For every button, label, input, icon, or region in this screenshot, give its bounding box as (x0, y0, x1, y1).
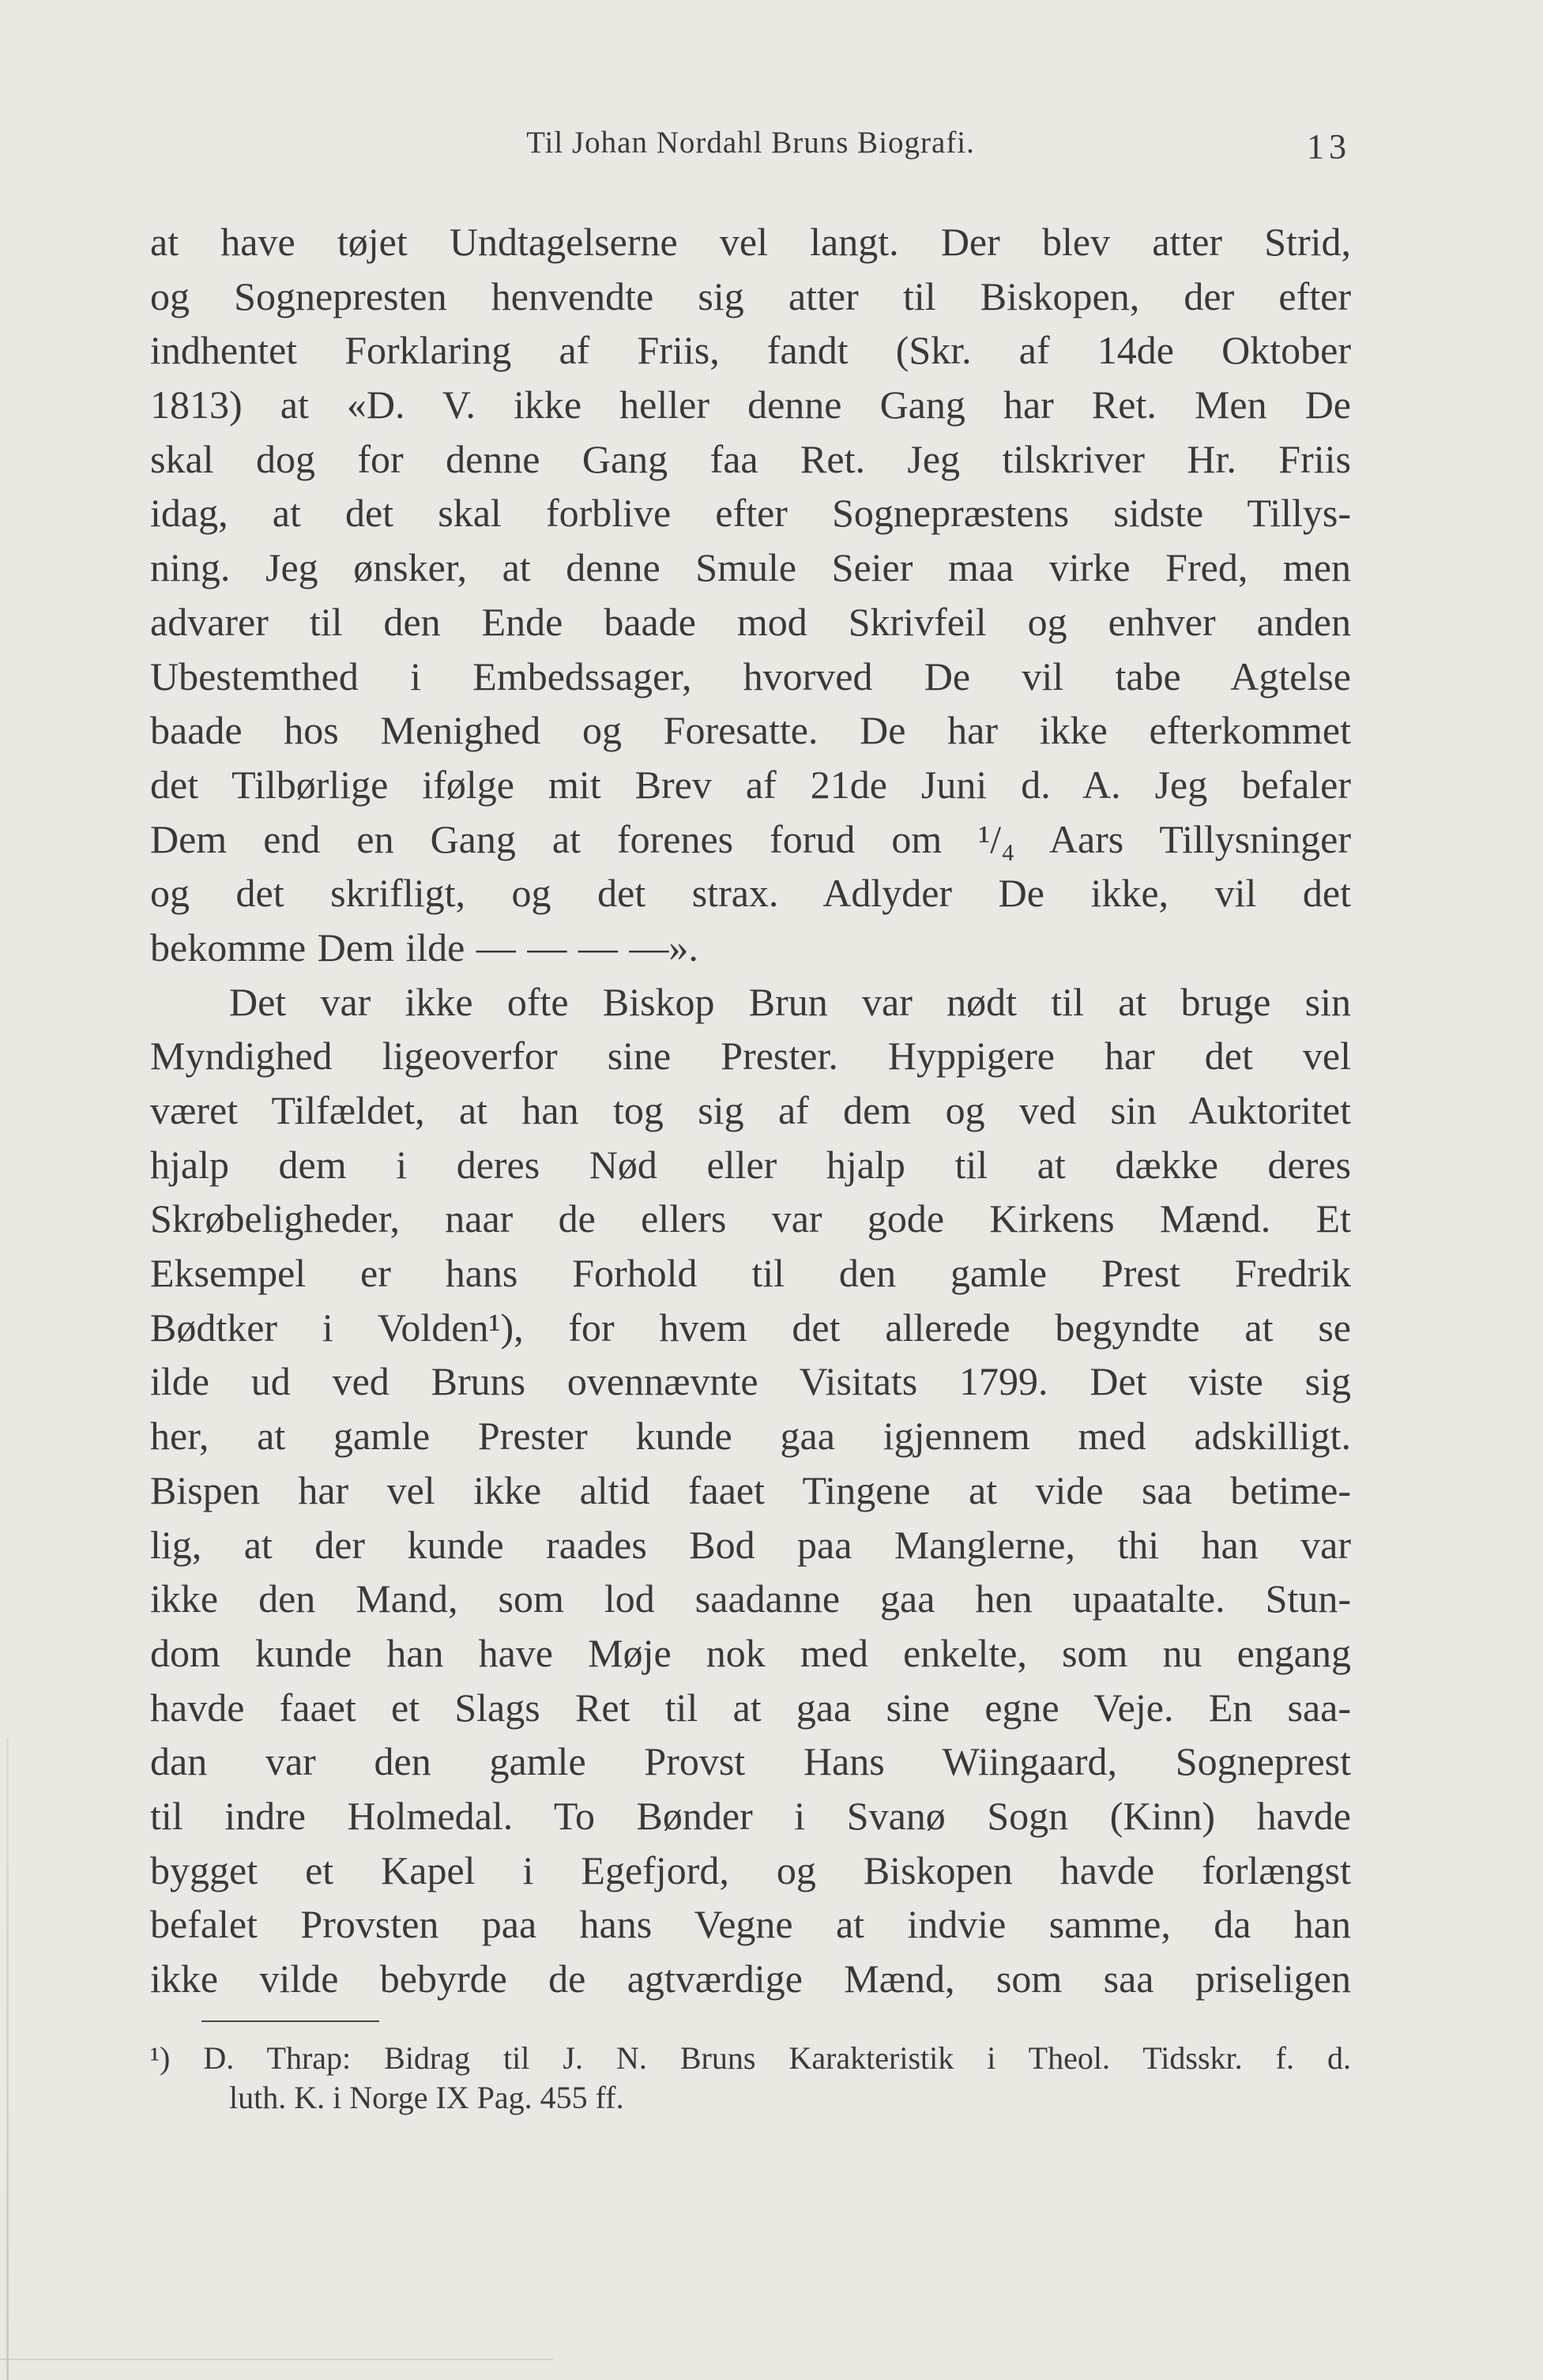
text-line: Bødtker i Volden¹), for hvem det allerede begyndte at se (150, 1305, 1351, 1350)
footnotes (150, 2039, 1351, 2118)
text-line: 1813) at «D. V. ikke heller denne Gang har Ret. Men De (150, 382, 1351, 427)
text-line: dom kunde han have Møje nok med enkelte, som nu engang (150, 1630, 1351, 1675)
text-line: advarer til den Ende baade mod Skrivfeil og enhver anden (150, 599, 1351, 644)
text-line: hjalp dem i deres Nød eller hjalp til at dække deres (150, 1142, 1351, 1187)
text-line: Bispen har vel ikke altid faaet Tingene at vide saa betime- (150, 1467, 1351, 1512)
page-number: 13 (1307, 127, 1351, 166)
scan-edge-shadow (6, 1738, 9, 2380)
text-line: ikke den Mand, som lod saadanne gaa hen upaatalte. Stun- (150, 1576, 1351, 1621)
text-line: det Tilbørlige ifølge mit Brev af 21de Juni d. A. Jeg befaler (150, 762, 1351, 807)
text-line: Myndighed ligeoverfor sine Prester. Hyppigere har det vel (150, 1034, 1351, 1079)
text-line: og det skrifligt, og det strax. Adlyder De ikke, vil det (150, 871, 1351, 916)
text-line: idag, at det skal forblive efter Sognepræstens sidste Tillys- (150, 491, 1351, 536)
running-head: Til Johan Nordahl Bruns Biografi. (526, 126, 975, 160)
text-line: befalet Provsten paa hans Vegne at indvie samme, da han (150, 1902, 1351, 1947)
text-line: havde faaet et Slags Ret til at gaa sine egne Veje. En saa- (150, 1685, 1351, 1730)
text-line: indhentet Forklaring af Friis, fandt (Skr. af 14de Oktober (150, 328, 1351, 373)
text-line: ning. Jeg ønsker, at denne Smule Seier maa virke Fred, men (150, 545, 1351, 590)
text-line: baade hos Menighed og Foresatte. De har ikke efterkommet (150, 708, 1351, 753)
text-line: Ubestemthed i Embedssager, hvorved De vil tabe Agtelse (150, 653, 1351, 699)
text-line: skal dog for denne Gang faa Ret. Jeg tilskriver Hr. Friis (150, 436, 1351, 481)
text-line: dan var den gamle Provst Hans Wiingaard, Sogneprest (150, 1739, 1351, 1784)
footnote-line: ¹) D. Thrap: Bidrag til J. N. Bruns Karakteristik i Theol. Tidsskr. f. d. (150, 2040, 1351, 2076)
text-line: at have tøjet Undtagelserne vel langt. Der blev atter Strid, (150, 220, 1351, 264)
scan-artifact-line (0, 2359, 553, 2360)
text-line: Eksempel er hans Forhold til den gamle Prest Fredrik (150, 1251, 1351, 1296)
paragraph-start-line: Det var ikke ofte Biskop Brun var nødt til at bruge sin (229, 979, 1351, 1024)
text-line: Dem end en Gang at forenes forud om ¹/₄ Aars Tillysninger (150, 816, 1351, 861)
text-line: lig, at der kunde raades Bod paa Manglerne, thi han var (150, 1522, 1351, 1567)
text-line: bygget et Kapel i Egefjord, og Biskopen havde forlængst (150, 1847, 1351, 1892)
text-line: ikke vilde bebyrde de agtværdige Mænd, som saa priseligen (150, 1956, 1351, 2001)
text-line: været Tilfældet, at han tog sig af dem og ved sin Auktoritet (150, 1088, 1351, 1132)
text-line: her, at gamle Prester kunde gaa igjennem med adskilligt. (150, 1414, 1351, 1459)
text-line: bekomme Dem ilde — — — —». (150, 925, 698, 970)
body-text (150, 215, 1351, 2006)
footnote-line: luth. K. i Norge IX Pag. 455 ff. (229, 2080, 624, 2115)
text-line: ilde ud ved Bruns ovennævnte Visitats 1799. Det viste sig (150, 1359, 1351, 1404)
footnote-rule (201, 2020, 379, 2022)
text-line: og Sognepresten henvendte sig atter til Biskopen, der efter (150, 273, 1351, 318)
text-line: Skrøbeligheder, naar de ellers var gode Kirkens Mænd. Et (150, 1196, 1351, 1241)
page-header (150, 120, 1351, 168)
text-line: til indre Holmedal. To Bønder i Svanø Sogn (Kinn) havde (150, 1793, 1351, 1838)
